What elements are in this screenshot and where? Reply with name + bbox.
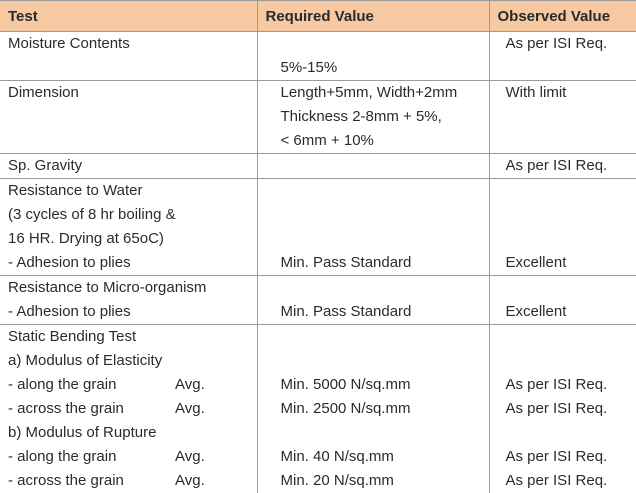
- test-line: [8, 129, 257, 153]
- observed-value-line: [506, 179, 636, 203]
- test-line-text: - Adhesion to plies: [8, 303, 131, 320]
- required-value-line: Min. 2500 N/sq.mm: [281, 397, 489, 421]
- observed-value-line: [506, 421, 636, 445]
- required-value-line: [281, 179, 489, 203]
- table-row: [0, 179, 636, 276]
- test-line-text: Resistance to Water: [8, 182, 143, 199]
- required-value-line: Min. Pass Standard: [281, 251, 489, 275]
- test-line: [8, 373, 257, 397]
- required-value-line: Min. 20 N/sq.mm: [281, 469, 489, 493]
- column-header-observed-value: Observed Value: [489, 1, 636, 32]
- test-line-text: (3 cycles of 8 hr boiling &: [8, 206, 176, 223]
- test-cell: [0, 154, 257, 179]
- required-value-line: Thickness 2-8mm + 5%,: [281, 105, 489, 129]
- observed-value-cell: [489, 154, 636, 179]
- test-cell: [0, 32, 257, 81]
- required-value-cell: [257, 32, 489, 81]
- required-value-cell: [257, 276, 489, 325]
- required-value-line: Min. 40 N/sq.mm: [281, 445, 489, 469]
- column-header-required-value: Required Value: [257, 1, 489, 32]
- test-cell: [0, 81, 257, 154]
- test-line: [8, 325, 257, 349]
- required-value-line: Length+5mm, Width+2mm: [281, 81, 489, 105]
- test-line: [8, 349, 257, 373]
- observed-value-line: With limit: [506, 81, 636, 105]
- test-line-text: - Adhesion to plies: [8, 254, 131, 271]
- table-row: [0, 325, 636, 493]
- test-cell: [0, 276, 257, 325]
- required-value-cell: [257, 179, 489, 276]
- test-line: [8, 251, 257, 275]
- required-value-line: [281, 276, 489, 300]
- test-line-text: - along the grain: [8, 445, 175, 469]
- required-value-line: [281, 203, 489, 227]
- test-line: [8, 179, 257, 203]
- required-value-line: Min. 5000 N/sq.mm: [281, 373, 489, 397]
- test-line-text: Sp. Gravity: [8, 157, 82, 174]
- test-line: [8, 203, 257, 227]
- observed-value-line: [506, 325, 636, 349]
- required-value-line: [281, 32, 489, 56]
- table-header: [0, 1, 636, 32]
- required-value-cell: [257, 81, 489, 154]
- test-line-avg: Avg.: [175, 400, 205, 417]
- test-line-text: Moisture Contents: [8, 35, 130, 52]
- observed-value-line: Excellent: [506, 300, 636, 324]
- test-line-text: - across the grain: [8, 397, 175, 421]
- observed-value-line: As per ISI Req.: [506, 469, 636, 493]
- test-line: [8, 276, 257, 300]
- observed-value-line: [506, 227, 636, 251]
- observed-value-cell: [489, 32, 636, 81]
- required-value-line: [281, 349, 489, 373]
- observed-value-line: [506, 203, 636, 227]
- test-cell: [0, 179, 257, 276]
- required-value-line: [281, 325, 489, 349]
- test-line-text: 16 HR. Drying at 65oC): [8, 230, 164, 247]
- required-value-line: [281, 154, 489, 178]
- test-line: [8, 469, 257, 493]
- observed-value-cell: [489, 179, 636, 276]
- required-value-cell: [257, 325, 489, 493]
- test-line-text: a) Modulus of Elasticity: [8, 352, 162, 369]
- required-value-line: 5%-15%: [281, 56, 489, 80]
- test-line: [8, 154, 257, 178]
- table-row: [0, 276, 636, 325]
- test-line-avg: Avg.: [175, 472, 205, 489]
- test-line: [8, 227, 257, 251]
- observed-value-line: Excellent: [506, 251, 636, 275]
- required-value-line: [281, 227, 489, 251]
- header-row: [0, 1, 636, 32]
- table-body: [0, 32, 636, 493]
- test-line: [8, 397, 257, 421]
- test-line-avg: Avg.: [175, 376, 205, 393]
- test-cell: [0, 325, 257, 493]
- observed-value-line: As per ISI Req.: [506, 445, 636, 469]
- required-value-line: Min. Pass Standard: [281, 300, 489, 324]
- test-line-text: b) Modulus of Rupture: [8, 424, 156, 441]
- table-row: [0, 32, 636, 81]
- required-value-cell: [257, 154, 489, 179]
- test-line-text: - across the grain: [8, 469, 175, 493]
- observed-value-line: [506, 349, 636, 373]
- required-value-line: < 6mm + 10%: [281, 129, 489, 153]
- test-line: [8, 81, 257, 105]
- observed-value-cell: [489, 325, 636, 493]
- column-header-test: Test: [0, 1, 257, 32]
- test-line: [8, 445, 257, 469]
- test-line-text: Resistance to Micro-organism: [8, 279, 206, 296]
- table-row: [0, 81, 636, 154]
- observed-value-line: As per ISI Req.: [506, 32, 636, 56]
- test-line: [8, 105, 257, 129]
- test-line: [8, 32, 257, 56]
- test-line-text: - along the grain: [8, 373, 175, 397]
- test-line: [8, 421, 257, 445]
- observed-value-cell: [489, 81, 636, 154]
- observed-value-line: As per ISI Req.: [506, 373, 636, 397]
- observed-value-line: As per ISI Req.: [506, 397, 636, 421]
- required-value-line: [281, 421, 489, 445]
- test-line-text: Static Bending Test: [8, 328, 136, 345]
- table-row: [0, 154, 636, 179]
- observed-value-line: [506, 276, 636, 300]
- test-line: [8, 300, 257, 324]
- test-line-avg: Avg.: [175, 448, 205, 465]
- observed-value-line: As per ISI Req.: [506, 154, 636, 178]
- observed-value-cell: [489, 276, 636, 325]
- test-line-text: Dimension: [8, 84, 79, 101]
